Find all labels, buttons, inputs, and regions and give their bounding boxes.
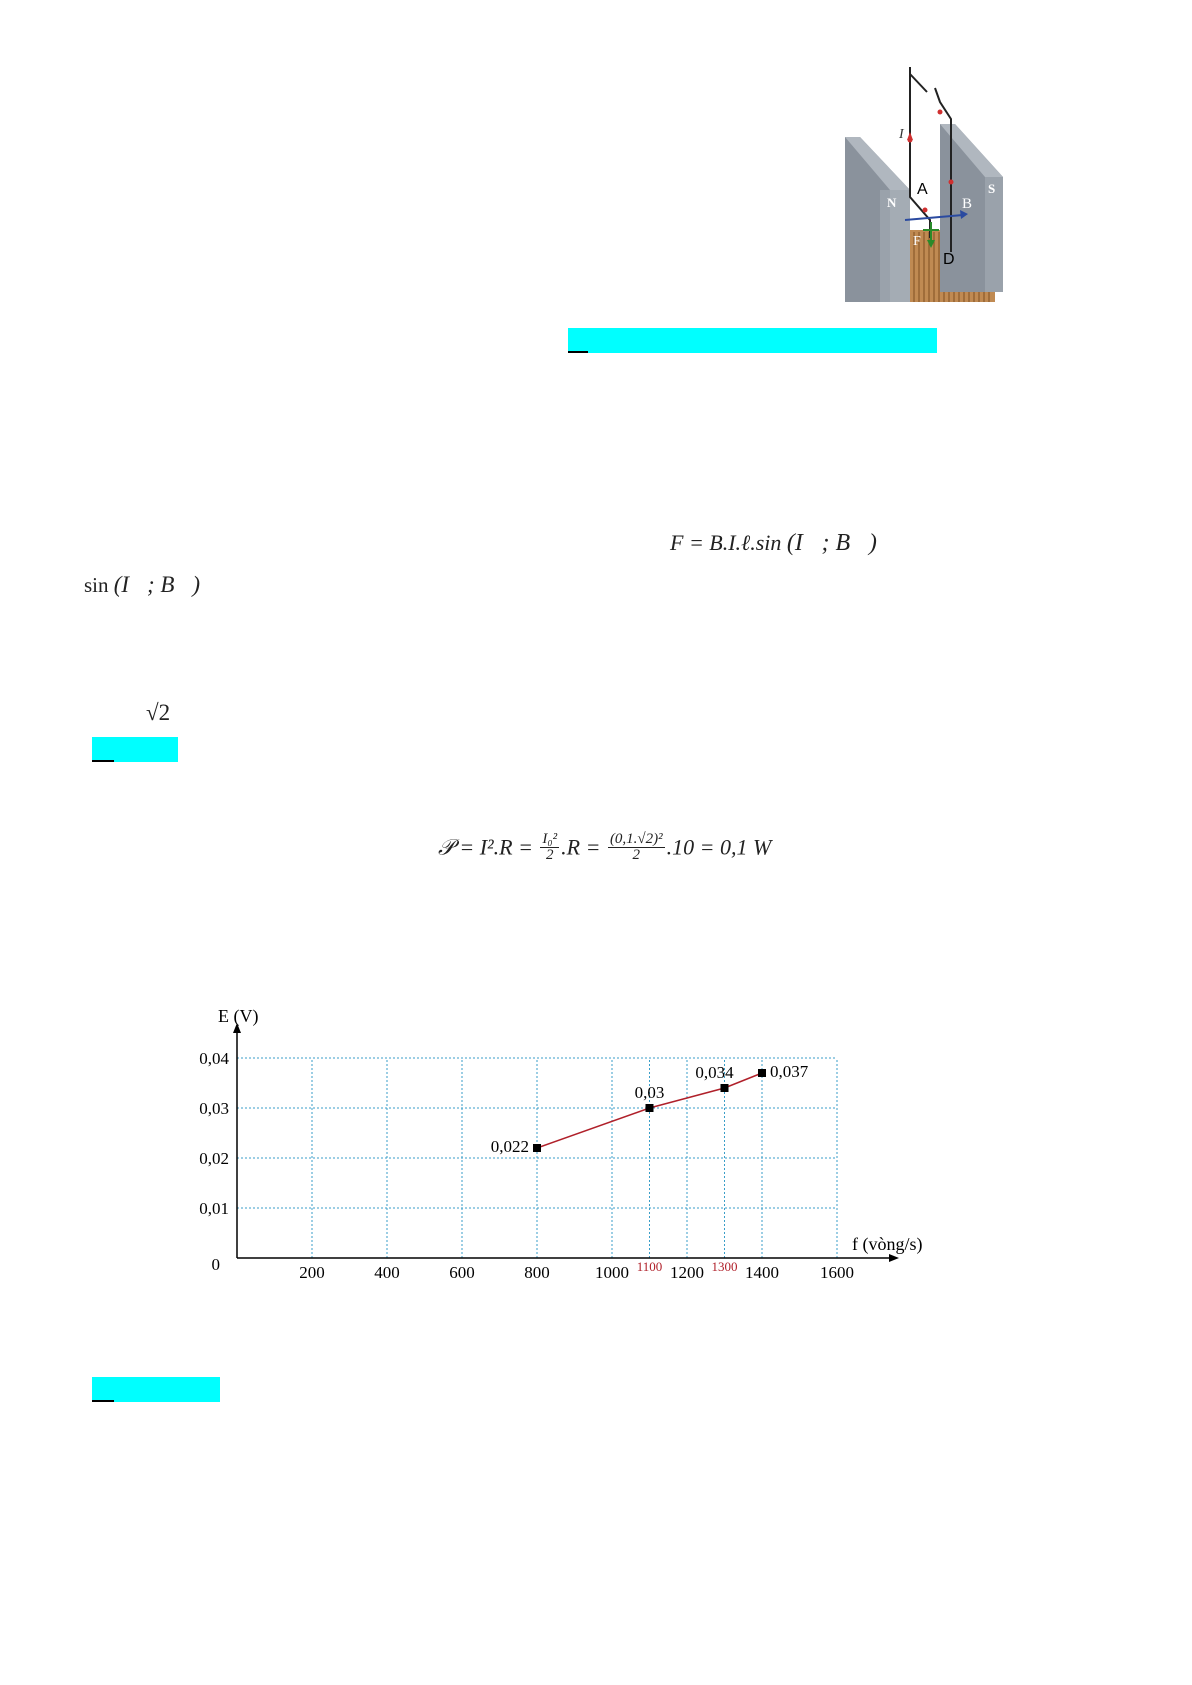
power-mid: .R = bbox=[561, 834, 606, 860]
y-tick-label: 0,02 bbox=[199, 1149, 229, 1168]
data-point bbox=[646, 1104, 654, 1112]
point-d-label: D bbox=[943, 251, 955, 268]
sin-fn: sin bbox=[84, 573, 109, 597]
x-tick-label: 600 bbox=[449, 1263, 475, 1282]
data-label: 0,034 bbox=[695, 1063, 734, 1082]
force-formula bbox=[670, 530, 877, 557]
point-a-label: A bbox=[917, 181, 928, 198]
answer-highlight-2 bbox=[92, 737, 178, 762]
force-formula-lhs: F = B.I.ℓ.sin bbox=[670, 530, 782, 555]
y-tick-label: 0,01 bbox=[199, 1199, 229, 1218]
x-tick-label: 1600 bbox=[820, 1263, 854, 1282]
pole-n-label: N bbox=[887, 195, 897, 210]
x-tick-label: 400 bbox=[374, 1263, 400, 1282]
power-frac2 bbox=[608, 832, 665, 863]
y-axis-label: E (V) bbox=[218, 1006, 259, 1026]
sin-formula bbox=[84, 572, 200, 598]
answer-highlight-3 bbox=[92, 1377, 220, 1402]
y-tick-label: 0,04 bbox=[199, 1049, 229, 1068]
power-frac1-den: 2 bbox=[546, 847, 554, 863]
sin-arg: (I⃗; B⃗) bbox=[113, 572, 200, 597]
x-tick-label: 800 bbox=[524, 1263, 550, 1282]
emf-frequency-chart bbox=[180, 1000, 940, 1300]
power-formula bbox=[438, 832, 771, 863]
x-tick-label: 1200 bbox=[670, 1263, 704, 1282]
data-point bbox=[721, 1084, 729, 1092]
magnet-illustration bbox=[835, 62, 1013, 312]
x-axis-arrow bbox=[889, 1254, 899, 1262]
answer-highlight-1 bbox=[568, 328, 937, 353]
data-label: 0,03 bbox=[634, 1083, 665, 1102]
current-label: I bbox=[899, 127, 904, 142]
power-tail: .10 = 0,1 W bbox=[666, 834, 772, 860]
sqrt-two: √2 bbox=[146, 700, 171, 725]
data-point bbox=[533, 1144, 541, 1152]
x-tick-label: 1000 bbox=[595, 1263, 629, 1282]
y-tick-label: 0,03 bbox=[199, 1099, 229, 1118]
power-frac1-num: I₀² bbox=[542, 831, 558, 847]
x-tick-label: 200 bbox=[299, 1263, 325, 1282]
x-extra-tick-label: 1100 bbox=[636, 1259, 663, 1274]
force-label: F bbox=[913, 234, 921, 249]
data-label: 0,037 bbox=[770, 1062, 809, 1081]
force-formula-arg: (I⃗; B⃗) bbox=[786, 530, 877, 556]
x-axis-label: f (vòng/s) bbox=[852, 1234, 923, 1254]
power-frac1 bbox=[540, 832, 559, 863]
power-frac2-num: (0,1.√2)² bbox=[609, 831, 663, 847]
power-frac2-den: 2 bbox=[632, 847, 641, 863]
field-label: B bbox=[962, 196, 973, 212]
y-tick-label: 0 bbox=[211, 1255, 220, 1274]
x-tick-label: 1400 bbox=[745, 1263, 779, 1282]
data-label: 0,022 bbox=[490, 1137, 529, 1156]
pole-s-label: S bbox=[988, 181, 996, 196]
data-point bbox=[758, 1069, 766, 1077]
x-extra-tick-label: 1300 bbox=[711, 1259, 738, 1274]
power-lhs: 𝒫 = I².R = bbox=[438, 834, 539, 860]
